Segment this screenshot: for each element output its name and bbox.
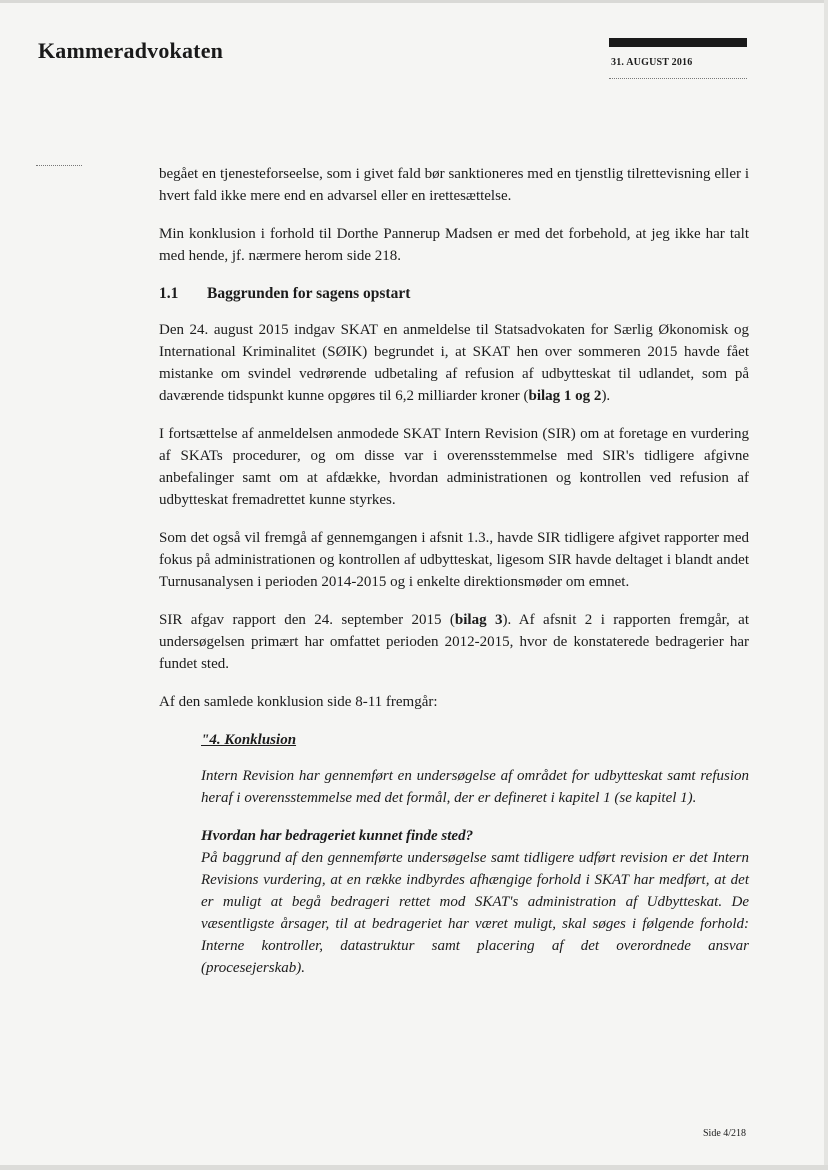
- paragraph-text: Den 24. august 2015 indgav SKAT en anmeldelse til Statsadvokaten for Særlig Økonomisk og International Kriminalitet (SØIK) begrundet i, at SKAT hen over sommeren 2015 havde fået mistanke om svindel vedrørende udbetaling af refusion af udbytteskat til udlandet, som på daværende tidspunkt kunne opgøres til 6,2 milliarder kroner (: [159, 322, 749, 404]
- page-number: Side 4/218: [703, 1128, 747, 1139]
- quote-title: "4. Konklusion: [201, 732, 297, 748]
- section-heading: [159, 283, 749, 305]
- paragraph: Min konklusion i forhold til Dorthe Pannerup Madsen er med det forbehold, at jeg ikke har talt med hende, jf. nærmere herom side 218.: [159, 226, 749, 264]
- header-divider: [609, 78, 747, 79]
- paragraph: [159, 319, 749, 407]
- paragraph: Som det også vil fremgå af gennemgangen i afsnit 1.3., havde SIR tidligere afgivet rapporter med fokus på administrationen og kontrollen af udbytteskat, ligesom SIR havde deltaget i blandt andet Turnusanalysen i perioden 2014-2015 og i enkelte direktionsmøder om emnet.: [159, 530, 749, 590]
- exhibit-reference: bilag 1 og 2: [528, 388, 602, 404]
- block-quote: [201, 729, 749, 979]
- section-title: Baggrunden for sagens opstart: [207, 285, 411, 302]
- quote-paragraph: Intern Revision har gennemført en undersøgelse af området for udbytteskat samt refusion heraf i overensstemmelse med det formål, der er defineret i kapitel 1 (se kapitel 1).: [201, 768, 749, 806]
- quote-paragraph: På baggrund af den gennemførte undersøgelse samt tidligere udført revision er det Intern Revisions vurdering, at en række indbyrdes afhængige forhold i SKAT har medført, at det er muligt at begå bedrageri rettet mod SKAT's administration af Udbytteskat. De væsentligste årsager, til at bedrageriet har været muligt, skal søges i følgende forhold: Interne kontroller, datastruktur samt placering af det overordnede ansvar (procesejerskab).: [201, 850, 749, 976]
- section-number: 1.1: [159, 285, 179, 302]
- exhibit-reference: bilag 3: [454, 612, 503, 628]
- header-date: 31. AUGUST 2016: [611, 57, 693, 68]
- quote-subheading: Hvordan har bedrageriet kunnet finde sted?: [201, 828, 474, 844]
- body-text: [159, 163, 749, 995]
- scan-edge-bottom: [0, 1165, 828, 1170]
- brand-name: Kammeradvokaten: [38, 38, 224, 63]
- paragraph: [159, 609, 749, 675]
- margin-divider: [36, 165, 82, 166]
- paragraph-text: SIR afgav rapport den 24. september 2015 (: [159, 612, 455, 628]
- paragraph: Af den samlede konklusion side 8-11 fremgår:: [159, 694, 438, 710]
- paragraph: begået en tjenesteforseelse, som i givet fald bør sanktioneres med en tjenstlig tilrettevisning eller i hvert fald ikke mere end en advarsel eller en irettesættelse.: [159, 166, 749, 204]
- paragraph-text: ). Af afsnit 2 i rapporten fremgår, at undersøgelsen primært har omfattet perioden 2012-2015, hvor de konstaterede bedragerier har fundet sted.: [159, 612, 750, 672]
- paragraph: I fortsættelse af anmeldelsen anmodede SKAT Intern Revision (SIR) om at foretage en vurdering af SKATs procedurer, og om disse var i overensstemmelse med SIR's tidligere afgivne anbefalinger samt om at afdække, hvordan administrationen og kontrollen ved refusion af udbytteskat fremadrettet kunne styrkes.: [159, 426, 749, 508]
- paragraph-text: ).: [601, 388, 611, 404]
- scan-edge-top: [0, 0, 828, 3]
- header-bar: [609, 38, 747, 47]
- scan-edge-right: [824, 0, 828, 1170]
